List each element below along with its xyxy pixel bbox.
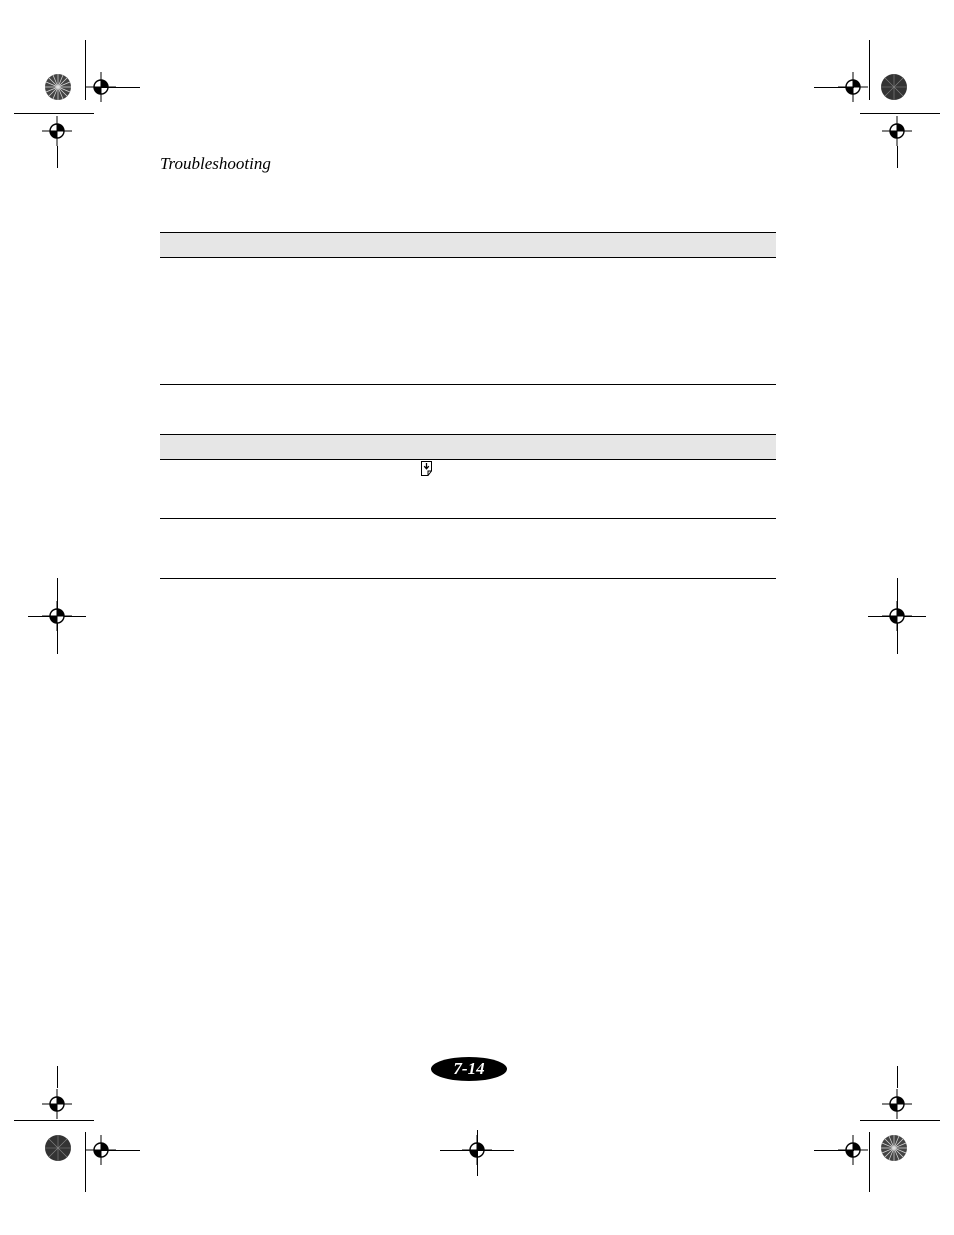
registration-mark-icon bbox=[462, 1135, 492, 1165]
crop-line bbox=[869, 40, 870, 100]
page-header-title: Troubleshooting bbox=[160, 154, 271, 173]
crop-line bbox=[860, 113, 940, 114]
starburst-icon bbox=[44, 1134, 72, 1162]
crop-line bbox=[14, 113, 94, 114]
crop-line bbox=[869, 1132, 870, 1192]
crop-line bbox=[57, 146, 58, 168]
registration-mark-icon bbox=[42, 601, 72, 631]
table-header-row bbox=[160, 434, 776, 460]
crop-line bbox=[814, 87, 854, 88]
table-row bbox=[160, 258, 776, 385]
table-1 bbox=[160, 232, 776, 385]
table-2 bbox=[160, 434, 776, 579]
page-number-badge: 7-14 bbox=[431, 1057, 507, 1081]
crop-line bbox=[100, 1150, 140, 1151]
registration-mark-icon bbox=[882, 601, 912, 631]
crop-line bbox=[897, 1066, 898, 1088]
registration-mark-icon bbox=[882, 1089, 912, 1119]
crop-line bbox=[860, 1120, 940, 1121]
starburst-icon bbox=[880, 1134, 908, 1162]
table-row bbox=[160, 460, 776, 519]
starburst-icon bbox=[44, 73, 72, 101]
registration-mark-icon bbox=[882, 116, 912, 146]
crop-line bbox=[814, 1150, 854, 1151]
paper-feed-icon bbox=[421, 461, 432, 476]
registration-mark-icon bbox=[42, 1089, 72, 1119]
crop-line bbox=[897, 146, 898, 168]
crop-line bbox=[100, 87, 140, 88]
crop-line bbox=[14, 1120, 94, 1121]
crop-line bbox=[57, 1066, 58, 1088]
table-header-row bbox=[160, 232, 776, 258]
registration-mark-icon bbox=[42, 116, 72, 146]
table-row bbox=[160, 519, 776, 579]
starburst-icon bbox=[880, 73, 908, 101]
